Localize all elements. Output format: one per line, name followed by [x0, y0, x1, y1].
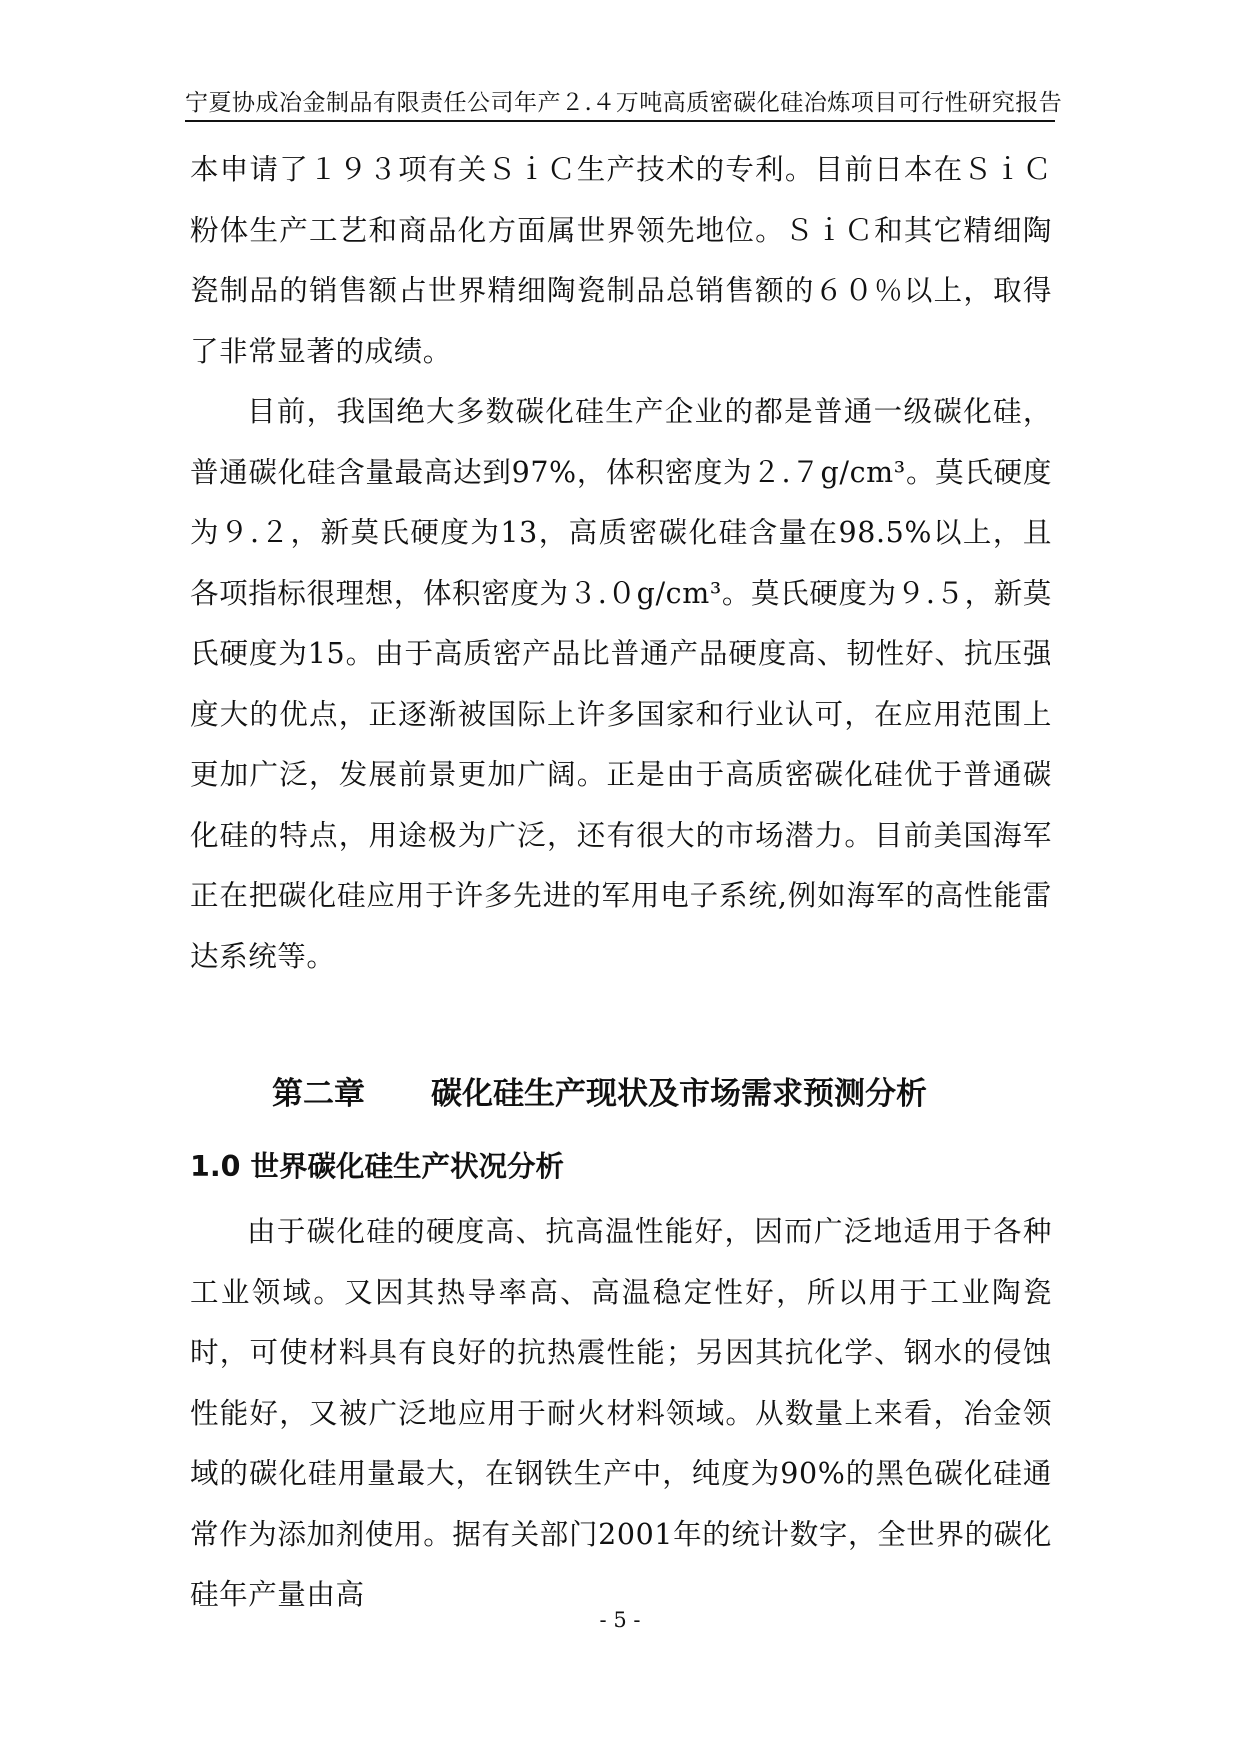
paragraph-world-sic-production: 由于碳化硅的硬度高、抗高温性能好，因而广泛地适用于各种工业领域。又因其热导率高、高温稳定性好，所以用于工业陶瓷时，可使材料具有良好的抗热震性能；另因其抗化学、钢水的侵蚀性能好，又被广泛地应用于耐火材料领域。从数量上来看，冶金领域的碳化硅用量最大，在钢铁生产中，纯度为90%的黑色碳化硅通常作为添加剂使用。据有关部门2001年的统计数字，全世界的碳化硅年产量由高: [190, 1215, 1052, 1611]
chapter-heading: [272, 1068, 927, 1113]
section-heading: [190, 1144, 564, 1185]
running-header: 宁夏协成冶金制品有限责任公司年产２.４万吨高质密碳化硅冶炼项目可行性研究报告: [185, 90, 1063, 116]
page-number: - 5 -: [599, 1608, 641, 1632]
body-text-upper: [190, 140, 1052, 987]
section-number: 1.0: [190, 1150, 241, 1183]
body-text-lower: [190, 1202, 1052, 1626]
section-title: 世界碳化硅生产状况分析: [250, 1150, 564, 1183]
header-divider: [185, 120, 1055, 122]
chapter-title: 碳化硅生产现状及市场需求预测分析: [431, 1076, 927, 1112]
paragraph-sic-patents: 本申请了１９３项有关ＳｉＣ生产技术的专利。目前日本在ＳｉＣ粉体生产工艺和商品化方面属世界领先地位。ＳｉＣ和其它精细陶瓷制品的销售额占世界精细陶瓷制品总销售额的６０％以上，取得了非常显著的成绩。: [190, 153, 1052, 368]
paragraph-china-sic-status: 目前，我国绝大多数碳化硅生产企业的都是普通一级碳化硅，普通碳化硅含量最高达到97%，体积密度为２.７g/cm³。莫氏硬度为９.２，新莫氏硬度为13，高质密碳化硅含量在98.5%以上，且各项指标很理想，体积密度为３.０g/cm³。莫氏硬度为９.５，新莫氏硬度为15。由于高质密产品比普通产品硬度高、韧性好、抗压强度大的优点，正逐渐被国际上许多国家和行业认可，在应用范围上更加广泛，发展前景更加广阔。正是由于高质密碳化硅优于普通碳化硅的特点，用途极为广泛，还有很大的市场潜力。目前美国海军正在把碳化硅应用于许多先进的军用电子系统,例如海军的高性能雷达系统等。: [190, 395, 1052, 973]
chapter-number: 第二章: [272, 1076, 365, 1112]
